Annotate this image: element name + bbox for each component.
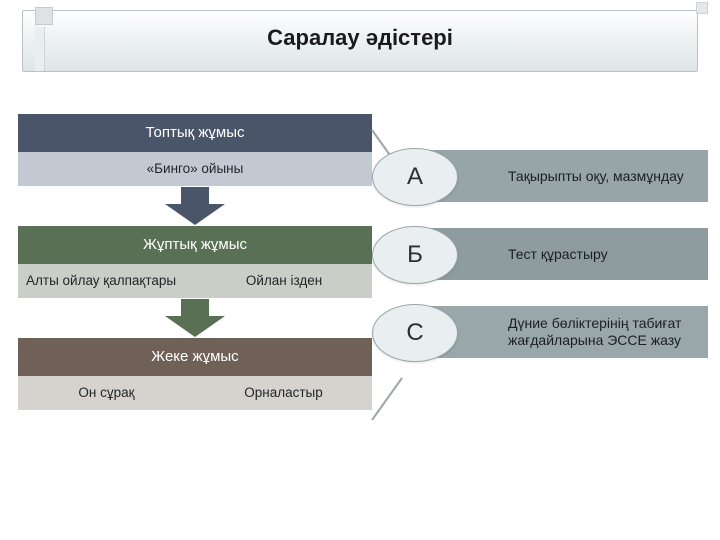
work-forms-diagram xyxy=(18,114,372,410)
level-badge-b: Б xyxy=(372,226,458,284)
stage-header-label: Жұптық жұмыс xyxy=(18,226,372,264)
stage-sub-row xyxy=(18,152,372,186)
corner-decoration xyxy=(696,2,708,14)
stage-sub-cell: Алты ойлау қалпақтары xyxy=(26,272,177,288)
task-level-text: Тест құрастыру xyxy=(422,228,708,280)
task-level-text: Дүние бөліктерінің табиғат жағдайларына ЭССЕ жазу xyxy=(422,306,708,358)
diagram-stage-individual xyxy=(18,338,372,410)
arrow-pair-to-individual xyxy=(18,298,372,338)
stage-sub-cell: Ойлан ізден xyxy=(245,272,323,288)
list-item xyxy=(356,228,708,280)
title-banner xyxy=(22,10,698,72)
down-arrow-icon xyxy=(165,299,225,337)
arrow-group-to-pair xyxy=(18,186,372,226)
list-item xyxy=(356,306,708,358)
diagram-stage-pair xyxy=(18,226,372,298)
level-badge-a: А xyxy=(372,148,458,206)
level-badge-c: С xyxy=(372,304,458,362)
down-arrow-icon xyxy=(165,187,225,225)
stage-sub-row xyxy=(18,376,372,410)
list-item xyxy=(356,150,708,202)
stage-sub-row xyxy=(18,264,372,298)
stage-sub-cell: Он сұрақ xyxy=(78,384,135,400)
stage-sub-cell: «Бинго» ойыны xyxy=(146,160,244,176)
page-title: Саралау әдістері xyxy=(267,25,453,50)
stage-sub-cell: Орналастыр xyxy=(244,384,323,400)
task-level-text: Тақырыпты оқу, мазмұндау xyxy=(422,150,708,202)
stage-header-label: Жеке жұмыс xyxy=(18,338,372,376)
stage-header-label: Топтық жұмыс xyxy=(18,114,372,152)
task-levels-list xyxy=(356,150,708,384)
diagram-stage-group xyxy=(18,114,372,186)
